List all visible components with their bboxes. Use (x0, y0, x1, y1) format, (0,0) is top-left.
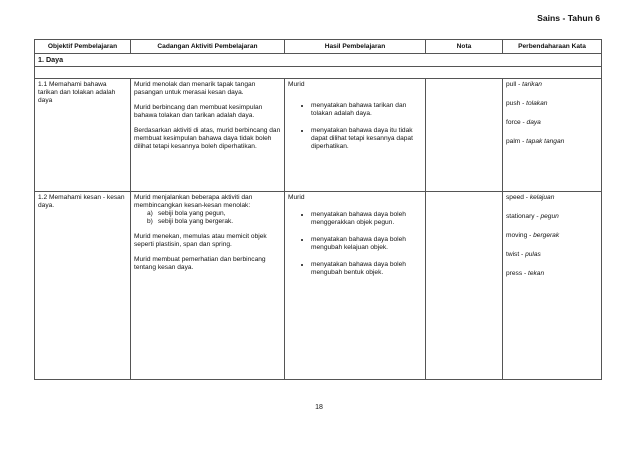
vocab-cell (503, 192, 602, 380)
vocab-ms: pegun (540, 213, 559, 220)
vocab-ms: tolakan (526, 100, 548, 107)
outcome-list (288, 102, 422, 151)
vocab-en: speed - (506, 194, 530, 201)
activity-text: Murid menolak dan menarik tapak tangan pasangan untuk merasai kesan daya. (134, 81, 256, 96)
vocab-en: palm - (506, 138, 527, 145)
vocab-en: force - (506, 119, 527, 126)
vocab-en: stationary - (506, 213, 541, 220)
subject-header: Sains - Tahun 6 (537, 13, 600, 23)
table-row (35, 192, 602, 380)
sub-item-marker: b) (147, 218, 153, 225)
spacer-row (35, 67, 602, 79)
outcome-item: • menyatakan bahawa tarikan dan tolakan adalah daya. (311, 102, 422, 118)
table-header-row (35, 40, 602, 54)
column-header: Cadangan Aktiviti Pembelajaran (131, 40, 285, 54)
section-row (35, 54, 602, 67)
column-header: Objektif Pembelajaran (35, 40, 131, 54)
outcomes-cell (285, 79, 426, 192)
note-cell (426, 79, 503, 192)
outcome-item: • menyatakan bahawa daya boleh mengubah bentuk objek. (311, 261, 422, 277)
vocab-ms: tekan (527, 270, 545, 277)
outcomes-cell (285, 192, 426, 380)
vocab-ms: daya (526, 119, 541, 126)
objective-cell: 1.2 Memahami kesan - kesan daya. (35, 192, 131, 380)
vocab-cell (503, 79, 602, 192)
activity-text: Murid berbincang dan membuat kesimpulan bahawa tolakan dan tarikan adalah daya. (134, 104, 263, 119)
vocab-item (506, 81, 598, 89)
vocab-en: twist - (506, 251, 526, 258)
lesson-table (34, 39, 602, 380)
section-title: 1. Daya (35, 54, 602, 67)
vocab-ms: tarikan (522, 81, 542, 88)
page-number: 18 (315, 404, 323, 411)
outcome-item: • menyatakan bahawa daya boleh menggerakkan objek pegun. (311, 211, 422, 227)
outcome-intro: Murid (288, 81, 305, 88)
vocab-item (506, 270, 598, 278)
vocab-item (506, 119, 598, 127)
note-cell (426, 192, 503, 380)
outcome-item: • menyatakan bahawa daya boleh mengubah kelajuan objek. (311, 236, 422, 252)
outcome-intro: Murid (288, 194, 305, 201)
activities-cell (131, 192, 285, 380)
vocab-item (506, 100, 598, 108)
activities-cell (131, 79, 285, 192)
vocab-ms: bergerak (533, 232, 560, 239)
sub-item-marker: a) (147, 210, 153, 217)
column-header: Nota (426, 40, 503, 54)
vocab-ms: kelajuan (529, 194, 555, 201)
activity-intro: Murid menjalankan beberapa aktiviti dan membincangkan kesan-kesan menolak: (134, 194, 253, 209)
activity-text: Berdasarkan aktiviti di atas, murid berbincang dan membuat kesimpulan bahawa daya tidak boleh dilihat tetapi kesannya boleh diperhatikan. (134, 127, 281, 150)
outcome-list (288, 211, 422, 277)
vocab-ms: tapak tangan (526, 138, 565, 145)
vocab-en: push - (506, 100, 527, 107)
vocab-item (506, 194, 598, 202)
sub-item (147, 210, 281, 218)
vocab-item (506, 213, 598, 221)
table-row (35, 79, 602, 192)
sub-item-text: sebiji bola yang bergerak. (158, 218, 234, 225)
sub-item-text: sebiji bola yang pegun, (158, 210, 226, 217)
sub-item-list (134, 210, 281, 226)
objective-cell: 1.1 Memahami bahawa tarikan dan tolakan adalah daya (35, 79, 131, 192)
activity-text: Murid membuat pemerhatian dan berbincang tentang kesan daya. (134, 256, 266, 271)
vocab-en: pull - (506, 81, 523, 88)
vocab-item (506, 232, 598, 240)
column-header: Perbendaharaan Kata (503, 40, 602, 54)
vocab-en: press - (506, 270, 528, 277)
vocab-item (506, 138, 598, 146)
vocab-ms: pulas (525, 251, 541, 258)
outcome-item: • menyatakan bahawa daya itu tidak dapat dilihat tetapi kesannya dapat diperhatikan. (311, 127, 422, 151)
sub-item (147, 218, 281, 226)
column-header: Hasil Pembelajaran (285, 40, 426, 54)
vocab-en: moving - (506, 232, 534, 239)
activity-text: Murid menekan, memulas atau memicit objek seperti plastisin, span dan spring. (134, 233, 267, 248)
vocab-item (506, 251, 598, 259)
spacer-cell (35, 67, 602, 79)
